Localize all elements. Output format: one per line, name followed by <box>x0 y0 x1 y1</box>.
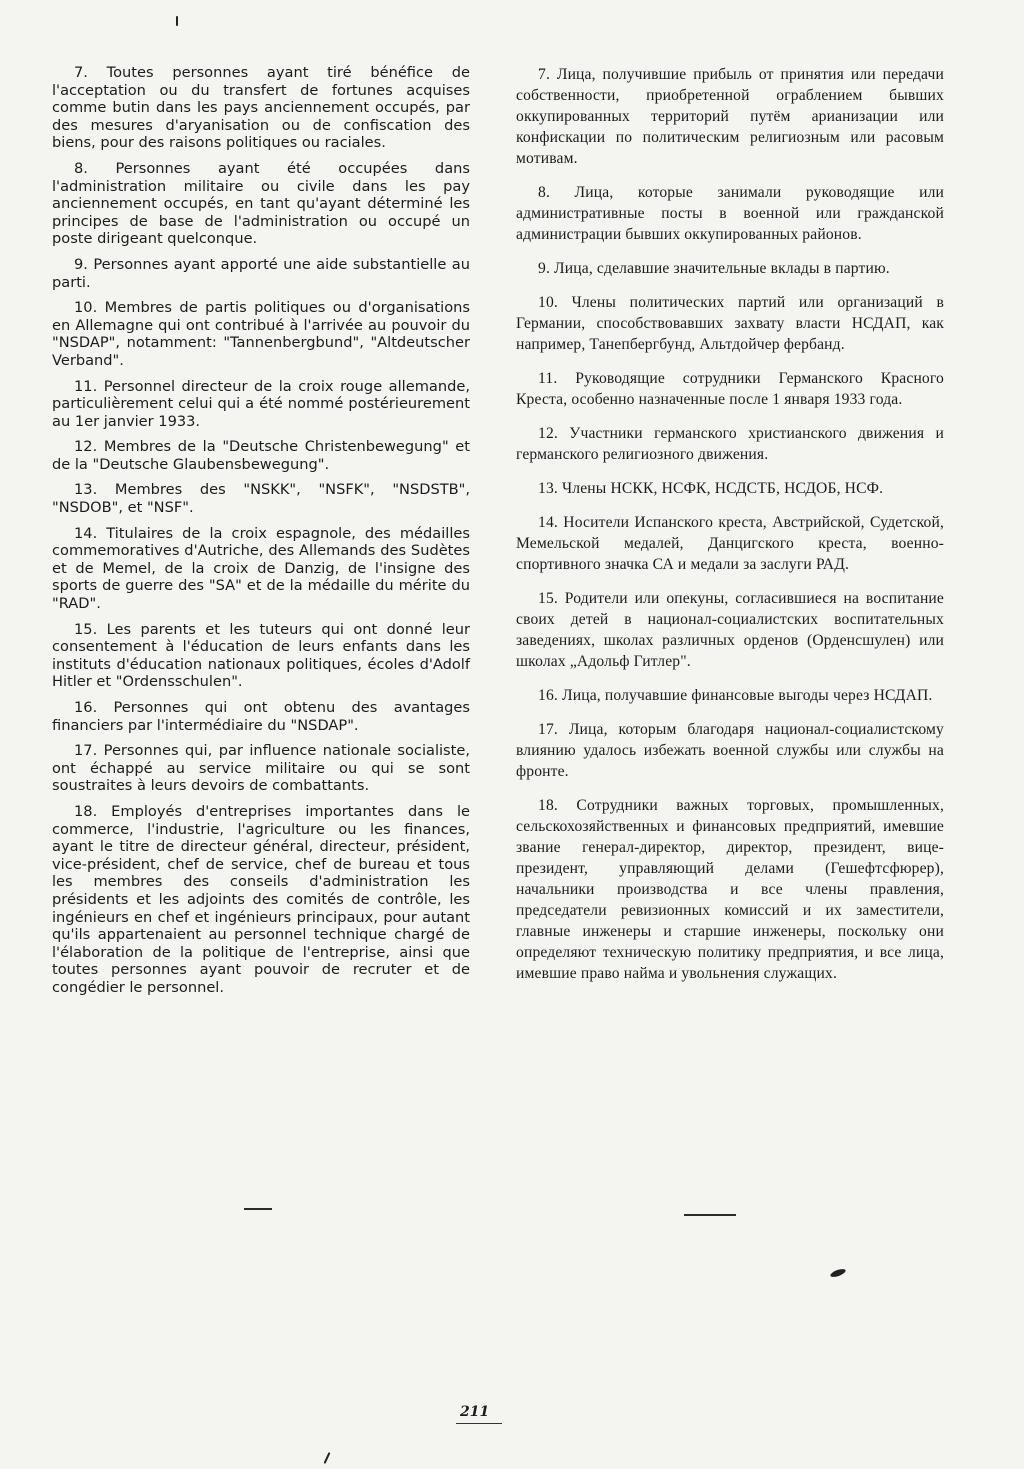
russian-paragraph-8: 8. Лица, которые занимали руководящие или административные посты в военной или гражданской администрации бывших оккупированных районов. <box>516 184 944 243</box>
russian-paragraph-10: 10. Члены политических партий или организаций в Германии, способствовавших захвату власти НСДАП, как например, Танепбергбунд, Альтдойчер фербанд. <box>516 294 944 353</box>
russian-paragraph-14: 14. Носители Испанского креста, Австрийской, Судетской, Мемельской медалей, Данцигского креста, военно-спортивного значка СА и медали за заслуги РАД. <box>516 514 944 573</box>
french-paragraph-14: 14. Titulaires de la croix espagnole, des médailles commemoratives d'Autriche, des Allemands des Sudètes et de Memel, de la croix de Danzig, de l'insigne des sports de guerre des "SA" et de la médaille du mérite du "RAD". <box>52 524 470 613</box>
french-paragraph-10: 10. Membres de partis politiques ou d'organisations en Allemagne qui ont contribué à l'arrivée au pouvoir du "NSDAP", notamment: "Tannenbergbund", "Altdeutscher Verband". <box>52 299 470 369</box>
ink-speck <box>829 1267 846 1278</box>
russian-paragraph-13: 13. Члены НСКК, НСФК, НСДСТБ, НСДОБ, НСФ. <box>538 480 884 497</box>
right-column-end-rule <box>684 1214 736 1216</box>
page-number-underline <box>456 1423 502 1424</box>
russian-paragraph-12: 12. Участники германского христианского движения и германского религиозного движения. <box>516 425 944 463</box>
french-paragraph-9: 9. Personnes ayant apporté une aide substantielle au parti. <box>52 255 470 291</box>
french-paragraph-13: 13. Membres des "NSKK", "NSFK", "NSDSTB", "NSDOB", et "NSF". <box>52 481 470 517</box>
russian-paragraph-18: 18. Сотрудники важных торговых, промышленных, сельскохозяйственных и финансовых предприятий, имевшие звание генерал-директор, директор, президент, вице-президент, управляющий делами (Гешефтсфюрер), начальники производства и все члены правления, председатели ревизионных комиссий и их заместители, главные инженеры и старшие инженеры, поскольку они определяют техническую политику предприятия, и все лица, имевшие право найма и увольнения служащих. <box>516 797 944 982</box>
french-paragraph-8: 8. Personnes ayant été occupées dans l'administration militaire ou civile dans les pay anciennement occupés, en tant qu'ayant déterminé les principes de base de l'administration ou occupé un poste dirigeant quelconque. <box>52 159 470 248</box>
russian-paragraph-17: 17. Лица, которым благодаря национал-социалистскому влиянию удалось избежать военной службы или службы на фронте. <box>516 721 944 780</box>
left-column-end-rule <box>244 1208 272 1210</box>
russian-paragraph-7: 7. Лица, получившие прибыль от принятия или передачи собственности, приобретенной ограблением бывших оккупированных территорий путём арианизации или конфискации по политическим религиозным или расовым мотивам. <box>516 66 944 167</box>
french-paragraph-15: 15. Les parents et les tuteurs qui ont donné leur consentement à l'éducation de leurs enfants dans les instituts d'éducation nationaux politiques, écoles d'Adolf Hitler et "Ordensschulen". <box>52 620 470 691</box>
french-paragraph-7: 7. Toutes personnes ayant tiré bénéfice de l'acceptation ou du transfert de fortunes acquises comme butin dans les pays anciennement occupés, par des mesures d'aryanisation ou de confiscation des biens, pour des raisons politiques ou raciales. <box>52 64 470 152</box>
french-paragraph-16: 16. Personnes qui ont obtenu des avantages financiers par l'intermédiaire du "NSDAP". <box>52 699 470 734</box>
russian-paragraph-9: 9. Лица, сделавшие значительные вклады в партию. <box>538 260 890 277</box>
russian-paragraph-15: 15. Родители или опекуны, согласившиеся на воспитание своих детей в национал-социалистских воспитательных заведениях, школах различных орденов (Орденсшулен) или школах „Адольф Гитлер". <box>516 590 944 670</box>
russian-paragraph-11: 11. Руководящие сотрудники Германского Красного Креста, особенно назначенные после 1 января 1933 года. <box>516 370 944 408</box>
french-column <box>52 64 470 1005</box>
french-paragraph-17: 17. Personnes qui, par influence nationale socialiste, ont échappé au service militaire ou qui se sont soustraites à leurs devoirs de combattants. <box>52 742 470 795</box>
french-paragraph-18: 18. Employés d'entreprises importantes dans le commerce, l'industrie, l'agriculture ou les finances, ayant le titre de directeur général, directeur, président, vice-président, chef de service, chef de bureau et tous les membres des conseils d'administration les présidents et les adjoints des comités de contrôle, les ingénieurs en chef et ingénieurs principaux, pour autant qu'ils appartenaient au personnel technique chargé de l'élaboration de la politique de l'entreprise, ainsi que toutes personnes ayant pouvoir de recruter et de congédier le personnel. <box>52 802 470 996</box>
page-number: 211 <box>460 1404 490 1420</box>
russian-column <box>516 64 944 997</box>
ink-speck <box>176 16 178 26</box>
french-paragraph-12: 12. Membres de la "Deutsche Christenbewegung" et de la "Deutsche Glaubensbewegung". <box>52 438 470 473</box>
french-paragraph-11: 11. Personnel directeur de la croix rouge allemande, particulièrement celui qui a été nommé postérieurement au 1er janvier 1933. <box>52 377 470 430</box>
russian-paragraph-16: 16. Лица, получавшие финансовые выгоды через НСДАП. <box>538 687 933 704</box>
ink-speck <box>324 1452 331 1464</box>
